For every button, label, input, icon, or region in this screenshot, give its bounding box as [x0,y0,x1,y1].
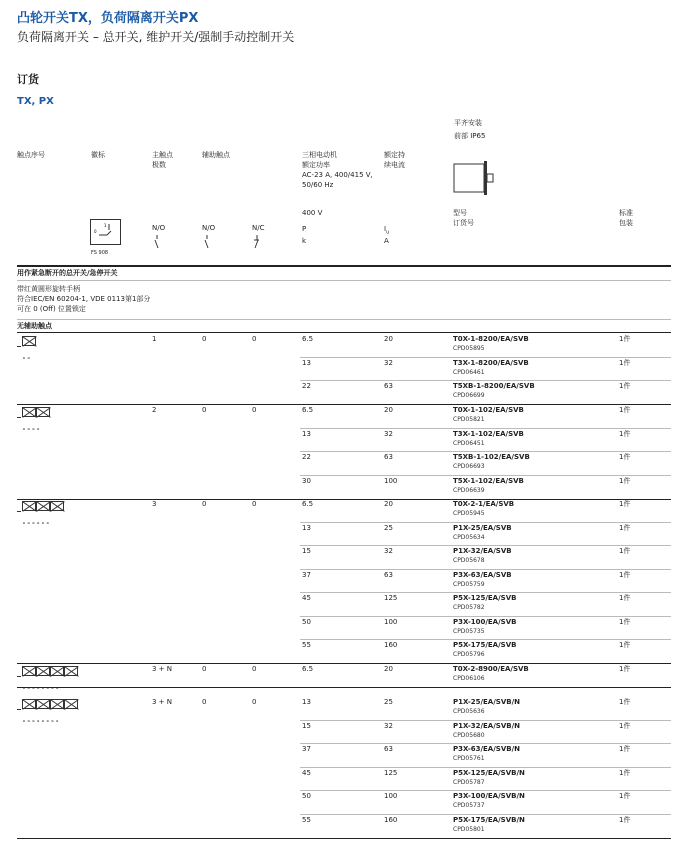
terminal-dots: ∘∘∘∘∘∘∘∘ [22,685,61,692]
order-code: CPD05678 [453,557,485,564]
model-number: P1X-25/EA/SVB/N [453,698,520,706]
power-value: 13 [302,358,311,367]
row-rule [300,522,671,523]
category-desc-3: 可在 0 (Off) 位置锁定 [17,305,86,313]
terminal-dots: ∘∘∘∘∘∘∘∘ [22,718,61,725]
contact-box [50,699,64,709]
model-number: P3X-63/EA/SVB/N [453,745,520,753]
col-main-contacts-l1: 主触点 [152,151,173,159]
col-model [453,208,474,228]
contact-box [22,666,36,676]
fs-number: FS 908 [91,250,109,256]
col-rated-current-l1: 额定持 [384,151,405,159]
subsection-heading: TX, PX [17,96,54,107]
package-qty: 1件 [619,792,631,800]
row-rule [300,639,671,640]
col-motor-power-l2: 额定功率 [302,161,330,169]
contact-box [22,699,36,709]
group-rule [17,663,671,664]
svg-text:1: 1 [104,223,107,228]
category-desc-2: 符合IEC/EN 60204-1, VDE 0113第1部分 [17,295,151,303]
model-number: P5X-175/EA/SVB [453,641,517,649]
current-value: 125 [384,594,398,602]
aux-nc-count: 0 [252,698,257,706]
power-value: 6.5 [302,500,314,508]
package-qty: 1件 [619,617,631,626]
poles-count: 3 [152,500,157,508]
aux-nc-icon [253,235,261,249]
row-rule [300,569,671,570]
aux-nc-count: 0 [252,406,257,414]
power-value: 45 [302,594,311,602]
power-value: 50 [302,792,311,800]
voltage-label: 400 V [302,209,323,217]
actuator-dash [17,676,21,677]
section-heading: 订货 [17,73,39,86]
row-rule [300,451,671,452]
poles-count: 3 + N [152,665,173,673]
actuator-dash [17,511,21,512]
power-value: 22 [302,382,311,390]
poles-count: 3 + N [152,698,173,706]
col-main-contacts-l2: 极数 [152,161,166,169]
group-rule [17,404,671,405]
model-number: T0X-1-8200/EA/SVB [453,335,529,343]
current-value: 100 [384,617,398,626]
package-qty: 1件 [619,594,631,602]
current-value: 25 [384,523,393,532]
col-main-contacts [152,150,173,170]
page-title: 凸轮开关TX，负荷隔离开关PX [17,11,199,26]
order-code: CPD06699 [453,392,485,399]
row-rule [300,814,671,815]
current-value: 20 [384,500,393,508]
category-desc-1: 带红黄圆形旋转手柄 [17,285,80,293]
power-value: 15 [302,721,311,730]
col-motor-power [302,150,373,190]
package-qty: 1件 [619,406,631,414]
order-code: CPD06693 [453,463,485,470]
poles-count: 1 [152,335,157,343]
row-rule [300,475,671,476]
flush-mount-icon [453,160,495,196]
contact-diagram-icon [17,666,78,693]
order-code: CPD05680 [453,731,485,739]
col-model-l2: 订货号 [453,219,474,227]
power-value: 37 [302,745,311,753]
contact-diagram-icon [17,336,36,363]
row-rule [300,616,671,617]
contact-diagram-boxes [17,501,64,520]
package-qty: 1件 [619,358,631,367]
power-value: 45 [302,768,311,777]
contact-box [22,501,36,511]
contact-box [22,407,36,417]
power-value: 50 [302,617,311,626]
power-unit: k [302,237,307,245]
row-rule [300,767,671,768]
current-value: 32 [384,547,393,555]
aux-no-count: 0 [202,500,207,508]
order-code: CPD05759 [453,580,485,588]
group-rule [17,838,671,839]
model-number: P3X-100/EA/SVB [453,617,517,626]
actuator-dash [17,709,21,710]
contact-box [64,666,78,676]
package-qty: 1件 [619,476,631,485]
current-value: 25 [384,698,393,706]
contact-diagram-boxes [17,336,36,355]
category-rule [17,280,671,281]
main-no-icon [153,235,161,249]
power-value: 6.5 [302,335,314,343]
current-value: 100 [384,476,398,485]
poles-count: 2 [152,406,157,414]
svg-text:0: 0 [94,229,97,234]
page-subtitle: 负荷隔离开关 – 总开关, 维护开关/强制手动控制开关 [17,30,295,44]
order-code: CPD05895 [453,345,485,352]
actuator-dash [17,417,21,418]
current-value: 100 [384,792,398,800]
main-no-label: N/O [152,224,166,232]
contact-box [22,336,36,346]
order-code: CPD05634 [453,533,485,541]
aux-nc-count: 0 [252,335,257,343]
power-value: 13 [302,429,311,438]
aux-no-icon [203,235,211,249]
power-value: 22 [302,453,311,461]
col-motor-power-l3: AC-23 A, 400/415 V, [302,171,373,179]
power-value: 55 [302,641,311,649]
contact-box [36,501,50,511]
order-code: CPD05761 [453,755,485,762]
current-unit: A [384,237,389,245]
category-rule-2 [17,319,671,320]
aux-no-count: 0 [202,698,207,706]
col-model-l1: 型号 [453,209,467,217]
model-number: T3X-1-8200/EA/SVB [453,358,529,367]
col-package-l2: 包装 [619,219,633,227]
aux-no-count: 0 [202,335,207,343]
model-number: T5XB-1-102/EA/SVB [453,453,530,461]
contact-box [36,666,50,676]
row-rule [300,720,671,721]
contact-box [36,407,50,417]
aux-no-count: 0 [202,406,207,414]
current-value: 32 [384,721,393,730]
current-value: 20 [384,335,393,343]
model-number: P5X-175/EA/SVB/N [453,815,525,824]
aux-no-label: N/O [202,224,216,232]
package-qty: 1件 [619,745,631,753]
col-aux-contacts: 辅助触点 [202,151,230,159]
contact-box [50,501,64,511]
contact-diagram-icon [17,699,78,726]
current-value: 63 [384,745,393,753]
current-value: 160 [384,815,398,824]
model-number: T0X-2-1/EA/SVB [453,500,515,508]
aux-no-count: 0 [202,665,207,673]
power-value: 13 [302,698,311,706]
no-aux-heading: 无辅助触点 [17,322,52,330]
model-number: T5X-1-102/EA/SVB [453,476,524,485]
package-qty: 1件 [619,547,631,555]
mounting-protection: 前部 IP65 [454,132,486,140]
header-rule [17,265,671,267]
terminal-dots: ∘∘ [22,355,32,362]
model-number: P3X-63/EA/SVB [453,570,512,579]
terminal-dots: ∘∘∘∘∘∘ [22,520,51,527]
col-motor-power-l4: 50/60 Hz [302,181,334,189]
current-value: 32 [384,429,393,438]
model-number: P1X-32/EA/SVB [453,547,512,555]
current-value: 20 [384,406,393,414]
package-qty: 1件 [619,721,631,730]
power-symbol: P [302,225,307,233]
current-value: 32 [384,358,393,367]
row-rule [300,545,671,546]
col-rated-current [384,150,405,170]
power-value: 55 [302,815,311,824]
aux-nc-label: N/C [252,224,265,232]
contact-diagram-icon [17,501,64,528]
row-rule [300,790,671,791]
order-code: CPD05801 [453,825,485,833]
mounting-label: 平齐安装 [454,119,482,127]
col-symbol: 徽标 [91,151,105,159]
current-symbol-sub: u [386,229,390,236]
power-value: 13 [302,523,311,532]
contact-box [50,666,64,676]
aux-nc-count: 0 [252,665,257,673]
order-code: CPD05735 [453,627,485,635]
package-qty: 1件 [619,500,631,508]
contact-diagram-boxes [17,666,78,685]
model-number: P5X-125/EA/SVB [453,594,517,602]
model-number: T5XB-1-8200/EA/SVB [453,382,535,390]
order-code: CPD05782 [453,604,485,611]
row-rule [300,592,671,593]
package-qty: 1件 [619,641,631,649]
model-number: P5X-125/EA/SVB/N [453,768,525,777]
contact-diagram-icon [17,407,50,434]
order-code: CPD06106 [453,675,485,682]
order-code: CPD05821 [453,416,485,423]
package-qty: 1件 [619,382,631,390]
package-qty: 1件 [619,815,631,824]
current-value: 63 [384,453,393,461]
col-package-l1: 标准 [619,209,633,217]
model-number: T0X-1-102/EA/SVB [453,406,524,414]
order-code: CPD06451 [453,439,485,447]
col-package [619,208,633,228]
order-code: CPD06639 [453,486,485,494]
order-code: CPD06461 [453,368,485,376]
power-value: 30 [302,476,311,485]
power-value: 6.5 [302,665,314,673]
row-rule [300,428,671,429]
current-value: 160 [384,641,398,649]
package-qty: 1件 [619,453,631,461]
power-value: 37 [302,570,311,579]
package-qty: 1件 [619,335,631,343]
contact-box [64,699,78,709]
current-symbol-letter: I [384,225,387,233]
power-value: 15 [302,547,311,555]
current-value: 63 [384,570,393,579]
model-number: T0X-2-8900/EA/SVB [453,665,529,673]
col-contact-no: 触点序号 [17,151,45,159]
package-qty: 1件 [619,570,631,579]
package-qty: 1件 [619,665,631,673]
current-value: 20 [384,665,393,673]
group-rule [17,687,671,688]
package-qty: 1件 [619,698,631,706]
current-value: 125 [384,768,398,777]
package-qty: 1件 [619,768,631,777]
category-heading: 用作紧急断开的总开关/急停开关 [17,269,118,277]
power-value: 6.5 [302,406,314,414]
aux-nc-count: 0 [252,500,257,508]
order-code: CPD05796 [453,651,485,658]
model-number: P3X-100/EA/SVB/N [453,792,525,800]
row-rule [300,380,671,381]
package-qty: 1件 [619,523,631,532]
contact-diagram-boxes [17,699,78,718]
order-code: CPD05787 [453,778,485,786]
model-number: T3X-1-102/EA/SVB [453,429,524,438]
model-number: P1X-32/EA/SVB/N [453,721,520,730]
row-rule [300,743,671,744]
contact-box [36,699,50,709]
row-rule [300,357,671,358]
terminal-dots: ∘∘∘∘ [22,426,42,433]
actuator-dash [17,346,21,347]
contact-diagram-boxes [17,407,50,426]
col-motor-power-l1: 三相电动机 [302,151,337,159]
no-aux-rule [17,332,671,333]
order-code: CPD05737 [453,802,485,809]
col-rated-current-l2: 续电流 [384,161,405,169]
order-code: CPD05636 [453,708,485,715]
order-code: CPD05945 [453,510,485,517]
model-number: P1X-25/EA/SVB [453,523,512,532]
switch-symbol-icon [90,219,121,245]
package-qty: 1件 [619,429,631,438]
group-rule [17,499,671,500]
current-value: 63 [384,382,393,390]
